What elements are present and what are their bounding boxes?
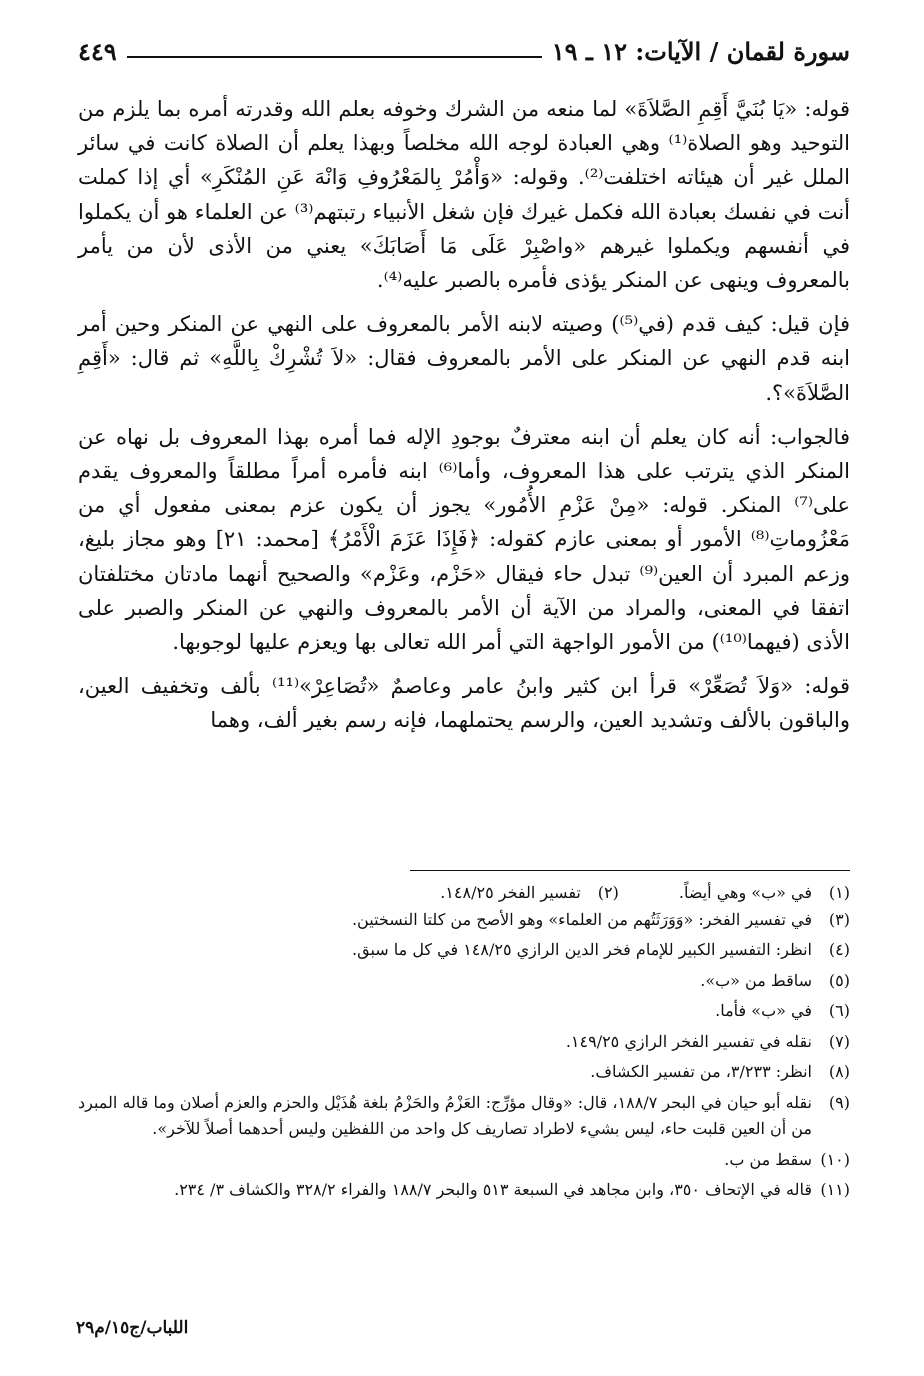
footnote-number: (٥) [828, 970, 850, 990]
footnote-item [78, 1059, 850, 1086]
paragraph-2: فإن قيل: كيف قدم (في⁽⁵⁾) وصيته لابنه الأمر بالمعروف على النهي عن المنكر وحين أمر ابنه قدم النهي عن المنكر على الأمر بالمعروف فقال: «لاَ تُشْرِكْ بِاللَّهِ» ثم قال: «أَقِمِ الصَّلاَةَ»؟. [78, 312, 851, 405]
footnote-text: ساقط من «ب». [700, 970, 812, 990]
footnote-text: نقله في تفسير الفخر الرازي ١٤٩/٢٥. [565, 1031, 812, 1051]
footnote-item [78, 998, 850, 1025]
footnote-item [78, 1177, 850, 1204]
footnote-number: (١٠) [820, 1149, 850, 1169]
footnote-text: في تفسير الفخر: «وَوَرَثَتُهم من العلماء» وهو الأصح من كلتا النسختين. [351, 909, 812, 929]
footnote-item [78, 968, 850, 995]
footnote-text: تفسير الفخر ١٤٨/٢٥. [440, 883, 581, 902]
paragraph-1: قوله: «يَا بُنَيَّ أَقِمِ الصَّلاَةَ» لما منعه من الشرك وخوفه بعلم الله وقدرته أمره بما يلزم من التوحيد وهو الصلاة⁽¹⁾ وهي العبادة لوجه الله مخلصاً وبهذا يعلم أن الصلاة كانت في سائر الملل غير أن هيئاته اختلفت⁽²⁾. وقوله: «وَأْمُرْ بِالمَعْرُوفِ وَانْهَ عَنِ المُنْكَرِ» أي إذا كملت أنت في نفسك بعبادة الله فكمل غيرك فإن شغل الأنبياء رتبتهم⁽³⁾ عن العلماء هو أن يكملوا في أنفسهم ويكملوا غيرهم «واصْبِرْ عَلَى مَا أَصَابَكَ» يعني من الأذى لأن من يأمر بالمعروف وينهى عن المنكر يؤذى فأمره بالصبر عليه⁽⁴⁾. [78, 97, 850, 293]
page-number: ٤٤٩ [78, 37, 117, 66]
footnote-text: انظر: التفسير الكبير للإمام فخر الدين الرازي ١٤٨/٢٥ في كل ما سبق. [352, 940, 812, 959]
footnote-number: (٧) [828, 1031, 850, 1051]
footnote-number: (٦) [828, 1001, 850, 1020]
footnote-number: (٤) [828, 940, 850, 959]
footnote-number: (١) [828, 883, 850, 902]
footnote-text: في «ب» فأما. [715, 1001, 812, 1020]
footnote-text: قاله في الإتحاف ٣٥٠، وابن مجاهد في السبعة ٥١٣ والبحر ١٨٨/٧ والفراء ٣٢٨/٢ والكشاف ٣/ ٢٣٤. [174, 1180, 812, 1199]
footnote-text: في «ب» وهي أيضاً. [678, 883, 812, 902]
footnote-text: سقط من ب. [724, 1149, 812, 1169]
footnote-row [78, 880, 850, 907]
running-header [78, 26, 850, 66]
paragraph-4: قوله: «وَلاَ تُصَعِّرْ» قرأ ابن كثير وابنُ عامر وعاصمٌ «تُصَاعِرْ»⁽¹¹⁾ بألف وتخفيف العين، والباقون بالألف وتشديد العين، والرسم يحتملهما، فإنه رسم بغير ألف، وهما [78, 674, 850, 733]
paragraph-3: فالجواب: أنه كان يعلم أن ابنه معترفٌ بوجودِ الإله فما أمره بهذا المعروف بل نهاه عن المنكر الذي يترتب على هذا المعروف، وأما⁽⁶⁾ ابنه فأمره أمراً مطلقاً والمعروف يقدم على⁽⁷⁾ المنكر. قوله: «مِنْ عَزْمِ الأُمُور» يجوز أن يكون عزم بمعنى مفعول أي من مَعْزُوماتِ⁽⁸⁾ الأمور أو بمعنى عازم كقوله: ﴿فَإِذَا عَزَمَ الْأَمْرُ﴾ [محمد: ٢١] وهو مجاز بليغ، وزعم المبرد أن العين⁽⁹⁾ تبدل حاء فيقال «حَزْم، وعَزْم» والصحيح أنهما مادتان مختلفتان اتفقا في المعنى، والمراد من الآية أن الأمر بالمعروف والنهي عن المنكر والصبر على الأذى (فيهما⁽¹⁰⁾) من الأمور الواجهة التي أمر الله تعالى بها ويعزم عليها لوجوبها. [78, 424, 850, 655]
header-title: سورة لقمان / الآيات: ١٢ ـ ١٩ [551, 37, 850, 66]
footnote-item [679, 880, 850, 907]
footnote-item [78, 907, 850, 934]
footnote-item [78, 1029, 850, 1056]
footnote-number: (٣) [828, 909, 850, 929]
footnote-item [78, 1147, 850, 1174]
footnote-text: انظر: ٣/٢٣٣، من تفسير الكشاف. [590, 1062, 812, 1081]
footnotes [78, 880, 850, 1208]
footnote-item [440, 880, 619, 907]
footnote-separator [410, 870, 850, 871]
footnote-number: (٢) [597, 883, 619, 902]
footnote-number: (٩) [828, 1092, 850, 1112]
footnote-item [78, 937, 850, 964]
footnote-item [78, 1090, 850, 1143]
footnote-number: (٨) [828, 1062, 850, 1081]
header-rule [127, 56, 542, 58]
signature-mark: اللباب/ج١٥/م٢٩ [76, 1318, 189, 1338]
main-text [78, 92, 850, 748]
footnote-number: (١١) [820, 1180, 850, 1199]
footnote-text: نقله أبو حيان في البحر ١٨٨/٧، قال: «وقال مؤرِّج: العَزْمُ والحَزْمُ بلغة هُذَيْل والحزم والعزم أصلان وما قاله المبرد من أن العين قلبت حاء، ليس بشيء لاطراد تصاريف كل واحد من اللفظين وليس أحدهما أصلاً للآخر». [78, 1092, 812, 1138]
